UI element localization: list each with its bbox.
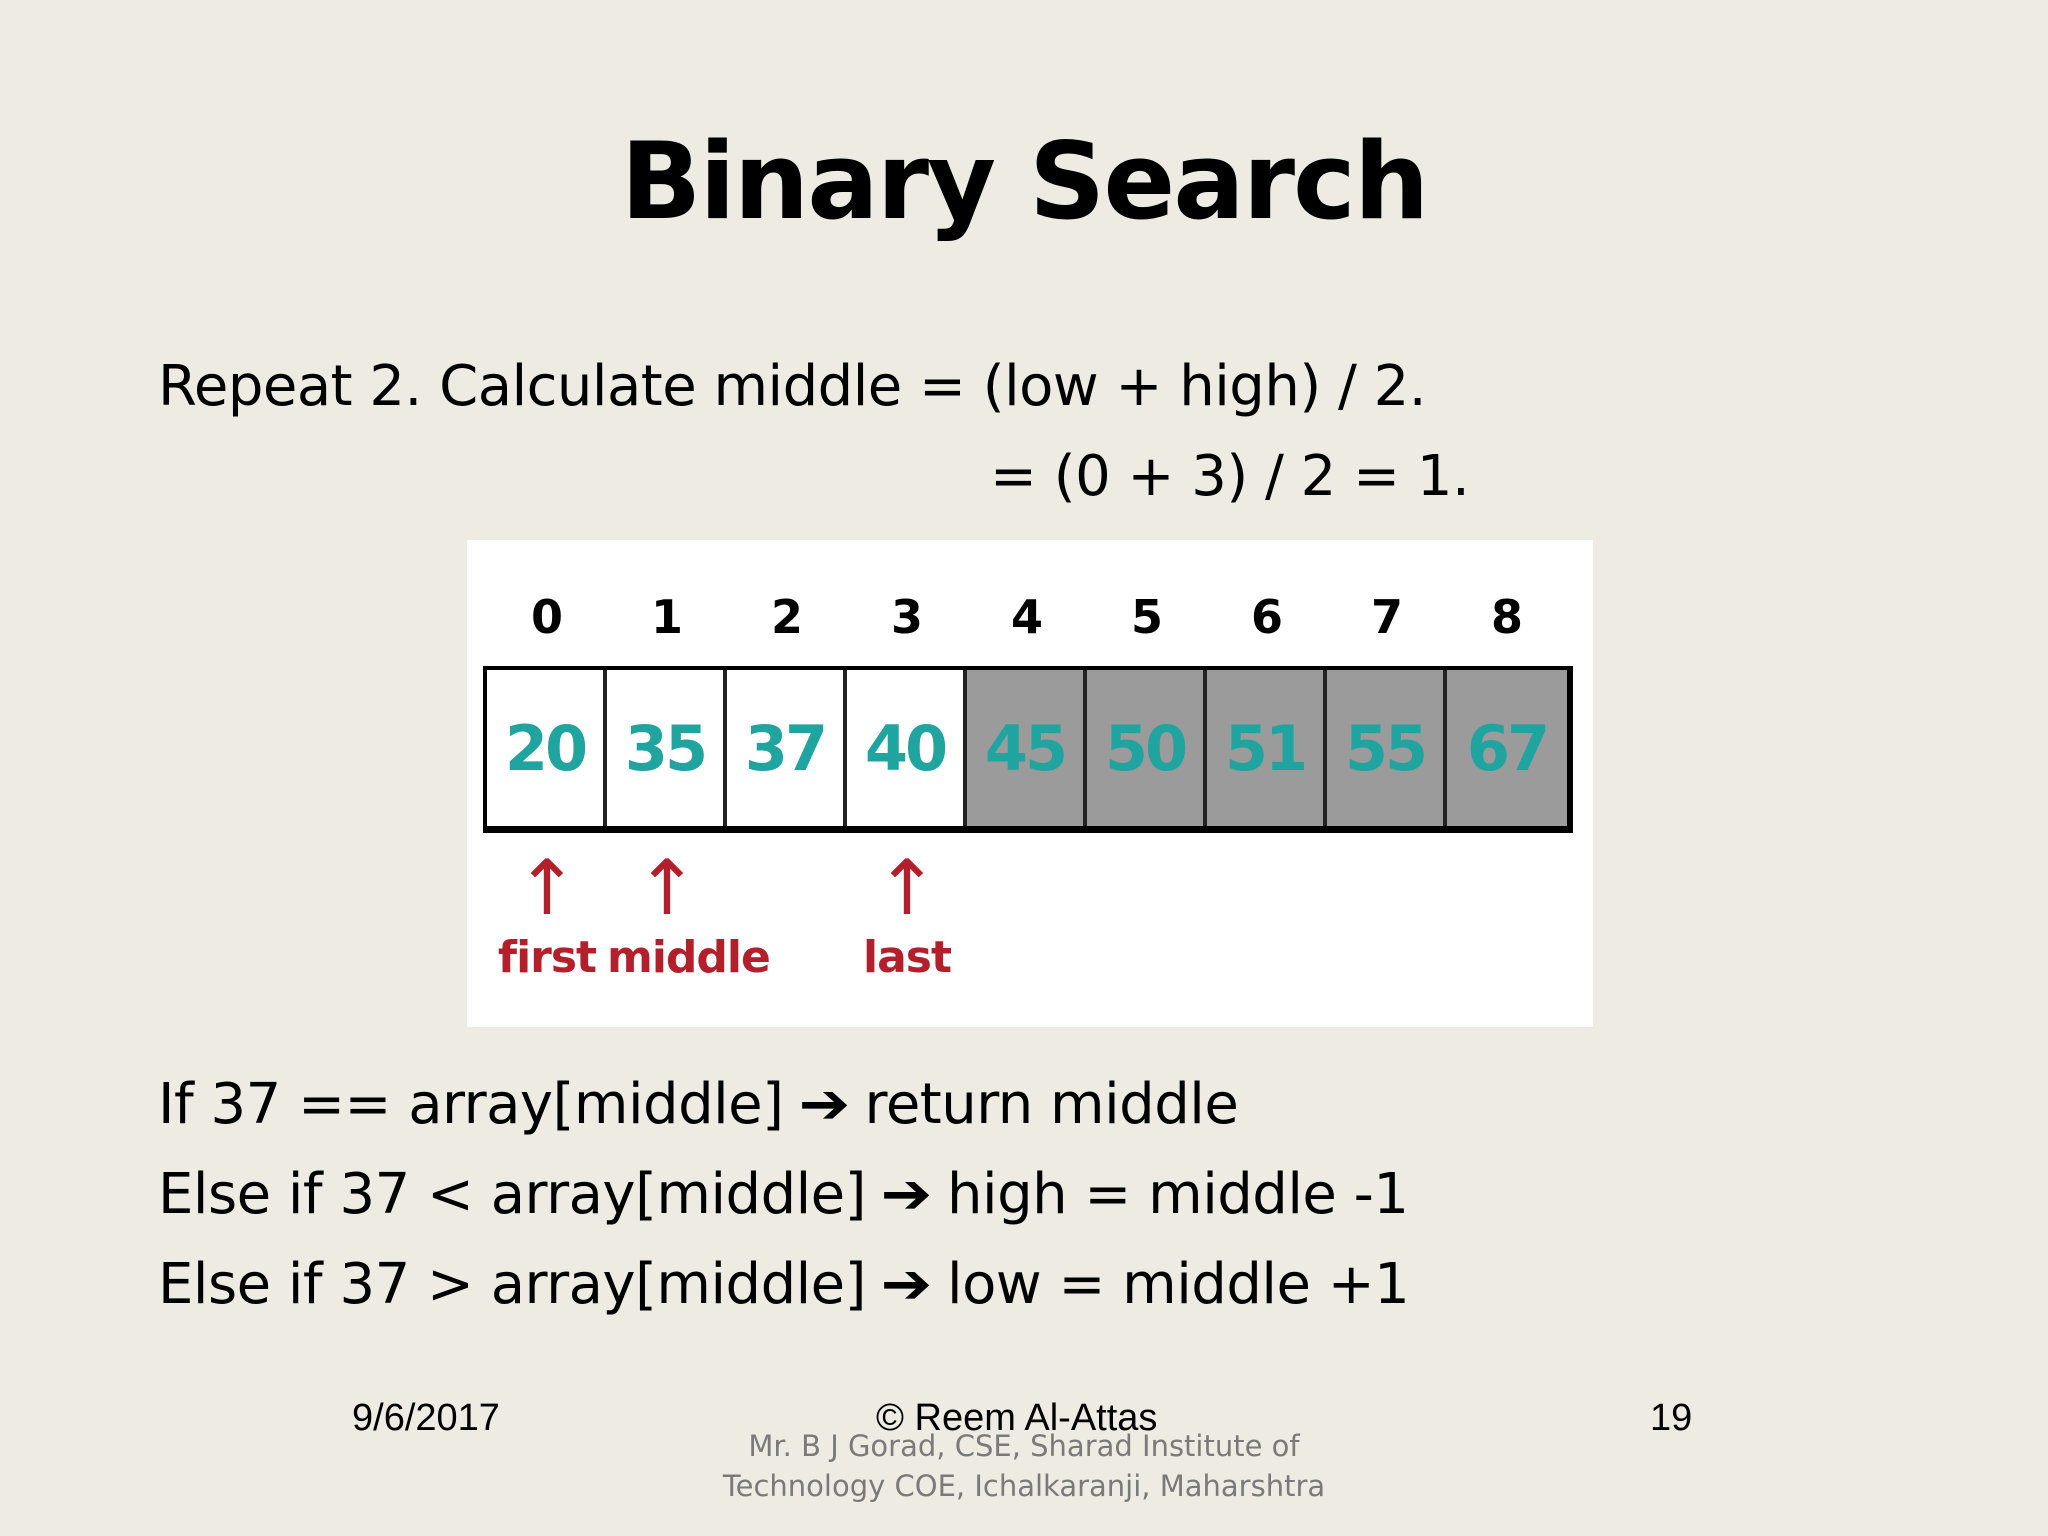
pointer-last (847, 843, 967, 983)
pointer-middle (607, 843, 770, 983)
array-cell: 51 (1207, 670, 1327, 826)
footer-copyright: © Reem Al-Attas (876, 1397, 1158, 1439)
array-cell: 50 (1087, 670, 1207, 826)
array-cell: 40 (847, 670, 967, 826)
page-number: 19 (1650, 1397, 1693, 1439)
pointer-label: first (497, 932, 597, 983)
up-arrow-icon: ↑ (635, 843, 699, 932)
footer-date: 9/6/2017 (352, 1397, 500, 1439)
credit-line-2: Technology COE, Ichalkaranji, Maharshtra (722, 1469, 1326, 1503)
rule-condition: If 37 == array[middle] (158, 1072, 784, 1137)
array-cell: 35 (607, 670, 727, 826)
up-arrow-icon: ↑ (875, 843, 939, 932)
step-line-1: Repeat 2. Calculate middle = (low + high) / 2. (158, 354, 1427, 419)
index-label: 1 (650, 590, 683, 644)
rule-action: return middle (864, 1072, 1239, 1137)
index-label: 4 (1010, 590, 1043, 644)
up-arrow-icon: ↑ (515, 843, 579, 932)
right-arrow-icon: ➔ (798, 1072, 850, 1137)
index-label: 6 (1250, 590, 1283, 644)
rule-line (158, 1162, 1409, 1227)
array-cells (483, 666, 1573, 833)
array-cell: 55 (1327, 670, 1447, 826)
array-figure (467, 540, 1593, 1027)
index-label: 7 (1370, 590, 1403, 644)
index-label: 5 (1130, 590, 1163, 644)
index-label: 2 (770, 590, 803, 644)
rule-condition: Else if 37 > array[middle] (158, 1252, 866, 1317)
index-label: 3 (890, 590, 923, 644)
index-label: 0 (530, 590, 563, 644)
array-cell: 67 (1447, 670, 1567, 826)
array-cell: 45 (967, 670, 1087, 826)
array-cell: 20 (487, 670, 607, 826)
right-arrow-icon: ➔ (880, 1252, 933, 1317)
rule-line (158, 1072, 1238, 1137)
pointer-label: last (863, 932, 951, 983)
index-label: 8 (1490, 590, 1523, 644)
step-line-2: = (0 + 3) / 2 = 1. (990, 444, 1470, 509)
rule-action: high = middle -1 (947, 1162, 1409, 1227)
credit-line-1: Mr. B J Gorad, CSE, Sharad Institute of (748, 1429, 1300, 1463)
rule-action: low = middle +1 (947, 1252, 1410, 1317)
rule-condition: Else if 37 < array[middle] (158, 1162, 866, 1227)
array-cell: 37 (727, 670, 847, 826)
pointer-label: middle (607, 932, 770, 983)
slide-title: Binary Search (620, 120, 1428, 243)
rule-line (158, 1252, 1409, 1317)
pointer-first (487, 843, 607, 983)
right-arrow-icon: ➔ (880, 1162, 933, 1227)
